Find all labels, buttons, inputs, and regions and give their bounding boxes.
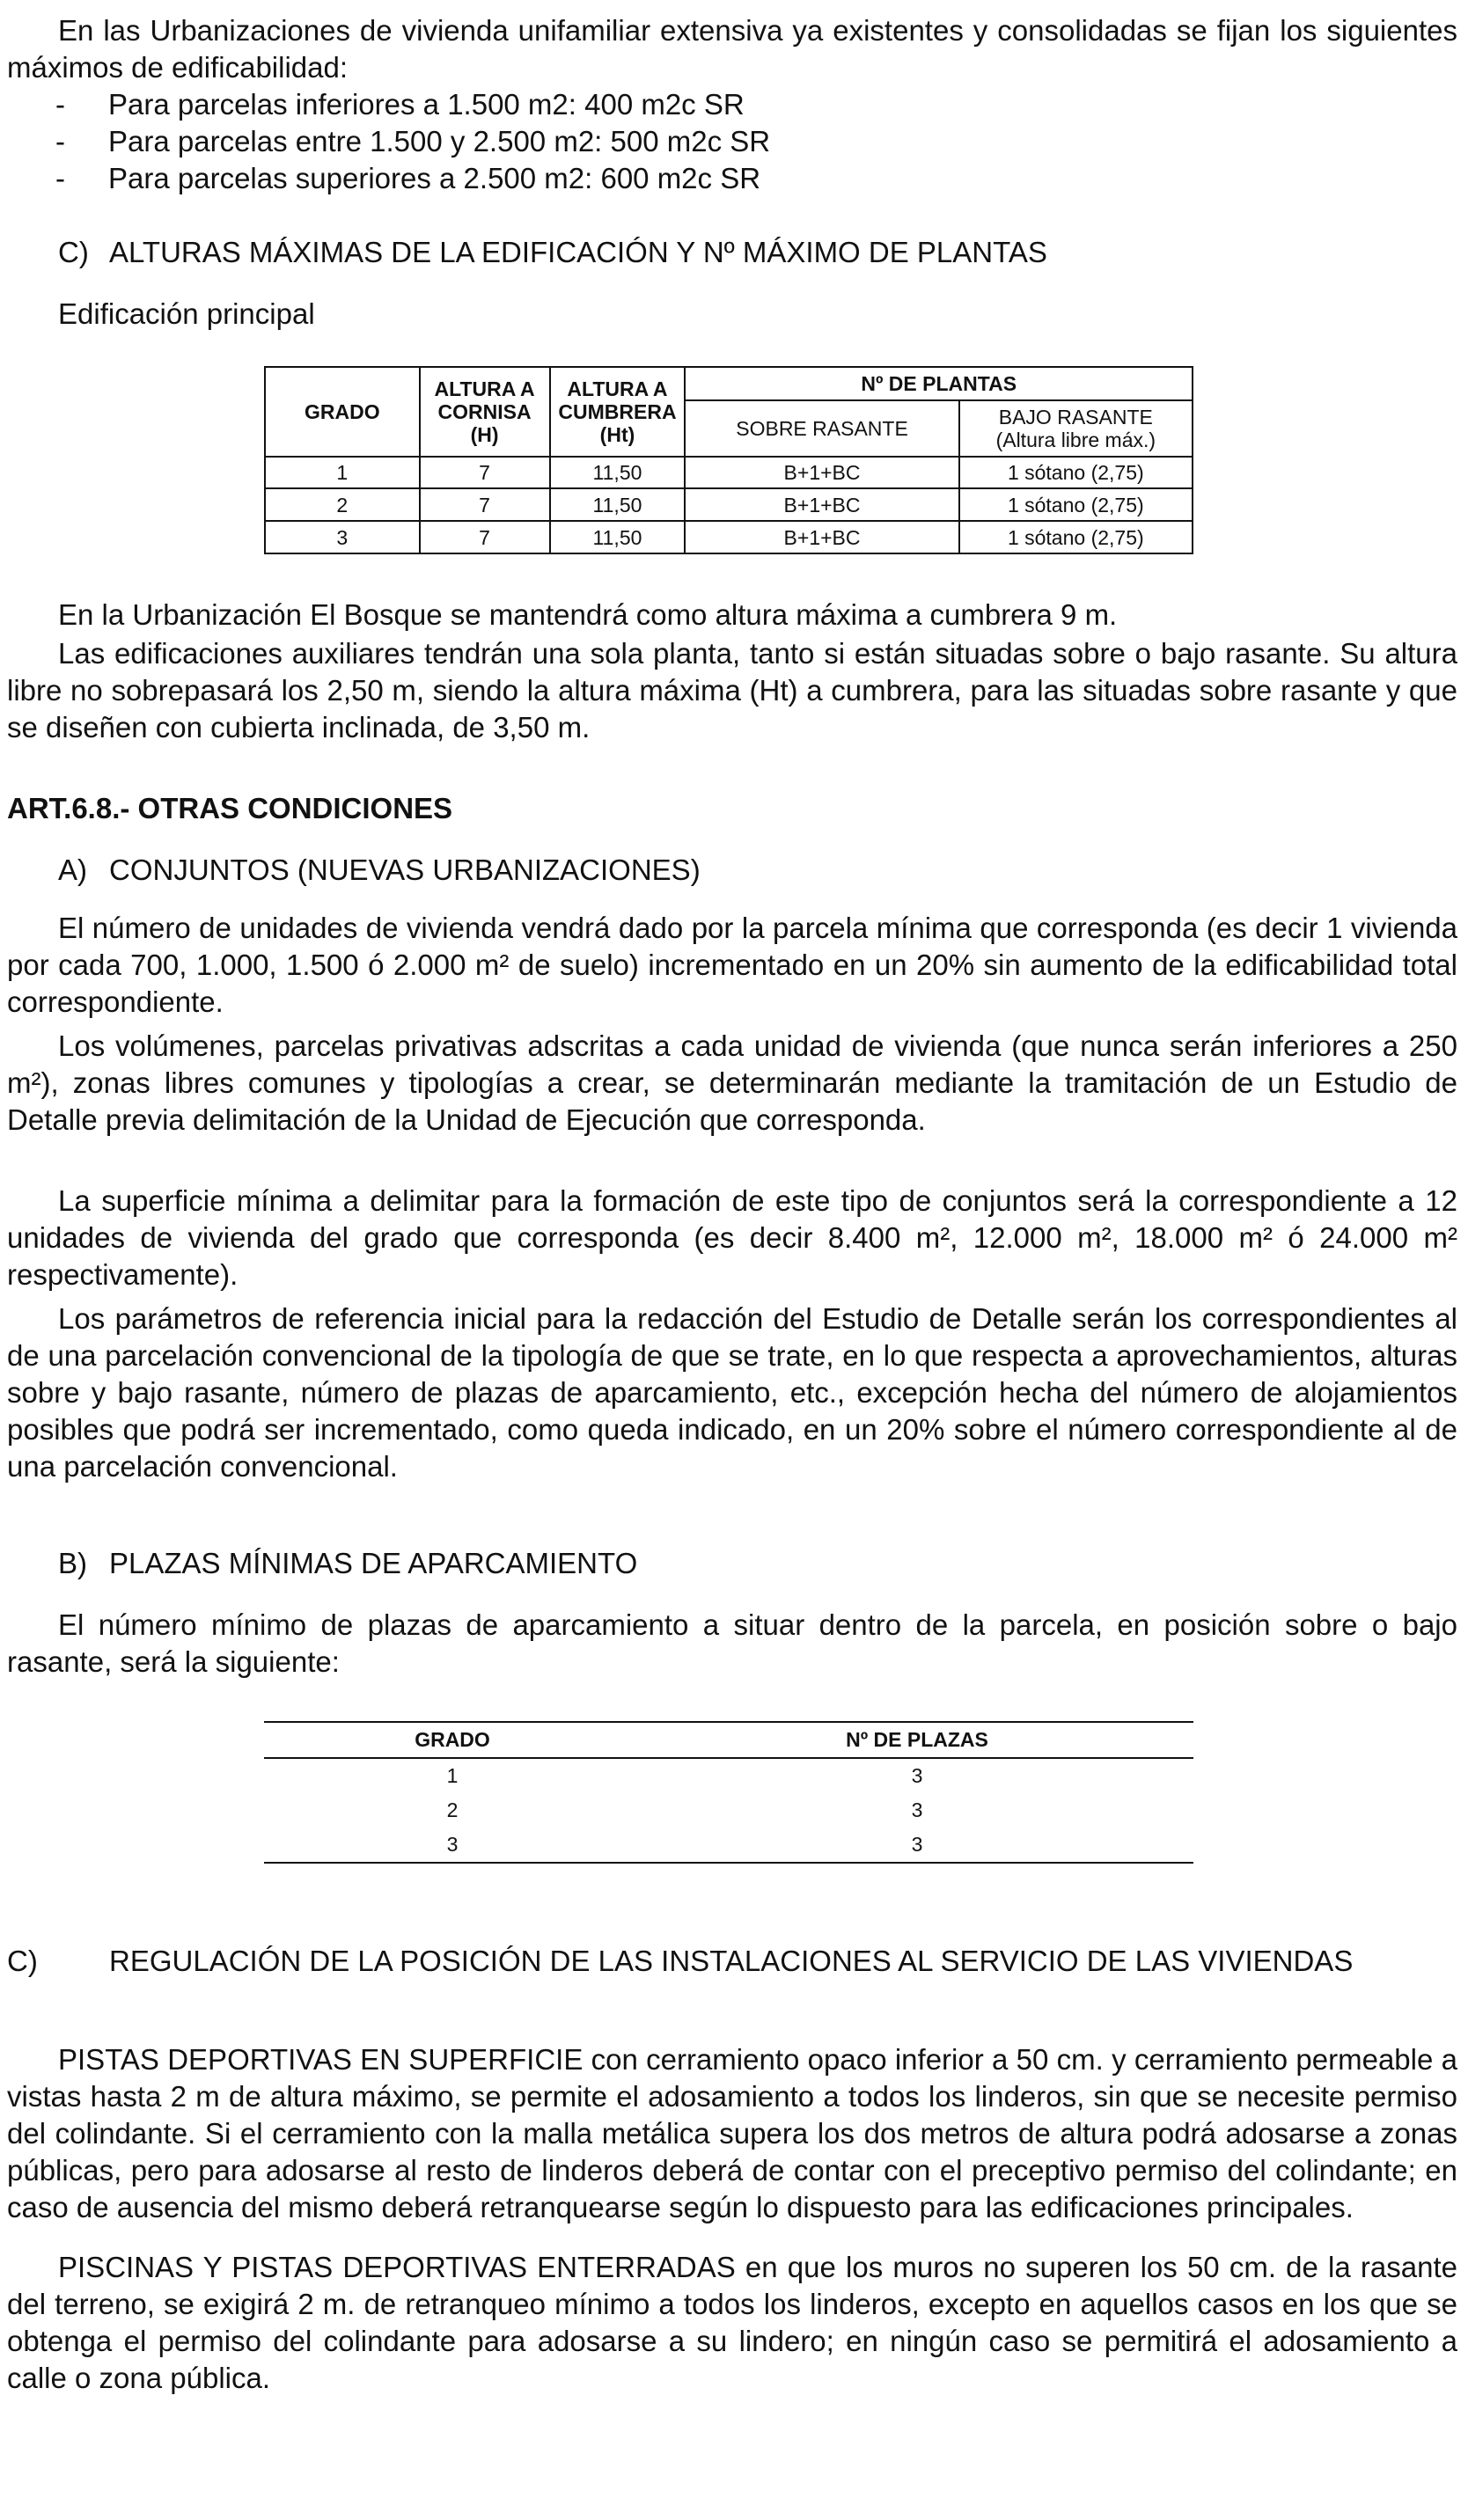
header-sobre-rasante: SOBRE RASANTE: [685, 400, 958, 457]
table-row: 1 7 11,50 B+1+BC 1 sótano (2,75): [265, 457, 1193, 488]
edificability-list: [7, 86, 1457, 197]
section-heading-heights: C) ALTURAS MÁXIMAS DE LA EDIFICACIÓN Y Nº MÁXIMO DE PLANTAS: [58, 236, 1047, 268]
bullet-dash: -: [55, 162, 65, 194]
bullet-dash: -: [55, 88, 65, 121]
heights-table: [264, 366, 1193, 554]
header-plazas: Nº DE PLAZAS: [641, 1722, 1193, 1758]
section-heading-parking: B) PLAZAS MÍNIMAS DE APARCAMIENTO: [58, 1547, 638, 1579]
table-row: 3 7 11,50 B+1+BC 1 sótano (2,75): [265, 521, 1193, 553]
intro-paragraph: En las Urbanizaciones de vivienda unifamiliar extensiva ya existentes y consolidadas se fijan los siguientes máximos de edificabilidad:: [7, 14, 1457, 84]
list-item: - Para parcelas superiores a 2.500 m2: 600 m2c SR: [7, 160, 1457, 197]
conjuntos-paragraph-1: El número de unidades de vivienda vendrá dado por la parcela mínima que corresponda (es decir 1 vivienda por cada 700, 1.000, 1.500 ó 2.000 m² de suelo) incrementado en un 20% sin aumento de la edificabilidad total correspondiente.: [7, 912, 1457, 1018]
header-cumbrera: ALTURA A CUMBRERA (Ht): [550, 367, 686, 457]
table-row: 2 7 11,50 B+1+BC 1 sótano (2,75): [265, 488, 1193, 521]
bullet-dash: -: [55, 125, 65, 158]
subtitle-main-building: Edificación principal: [58, 297, 315, 330]
article-title: ART.6.8.- OTRAS CONDICIONES: [7, 792, 453, 824]
list-item: - Para parcelas inferiores a 1.500 m2: 400 m2c SR: [7, 86, 1457, 123]
pools-paragraph: PISCINAS Y PISTAS DEPORTIVAS ENTERRADAS en que los muros no superen los 50 cm. de la rasante del terreno, se exigirá 2 m. de retranqueo mínimo a todos los linderos, excepto en aquellos casos en los que se obtenga el permiso del colindante para adosarse a su lindero; en ningún caso se permitirá el adosamiento a calle o zona pública.: [7, 2251, 1457, 2394]
header-grado: GRADO: [264, 1722, 641, 1758]
header-cornisa: ALTURA A CORNISA (H): [420, 367, 550, 457]
conjuntos-paragraph-3: La superficie mínima a delimitar para la formación de este tipo de conjuntos será la correspondiente a 12 unidades de vivienda del grado que corresponda (es decir 8.400 m², 12.000 m², 18.000 m² ó 24.000 m² respectivamente).: [7, 1184, 1457, 1291]
header-grado: GRADO: [265, 367, 420, 457]
conjuntos-paragraph-2: Los volúmenes, parcelas privativas adscritas a cada unidad de vivienda (que nunca serán inferiores a 250 m²), zonas libres comunes y tipologías a crear, se determinarán mediante la tramitación de un Estudio de Detalle previa delimitación de la Unidad de Ejecución que corresponda.: [7, 1029, 1457, 1136]
conjuntos-paragraph-4: Los parámetros de referencia inicial para la redacción del Estudio de Detalle serán los correspondientes al de una parcelación convencional de la tipología de que se trate, en lo que respecta a aprovechamientos, alturas sobre y bajo rasante, número de plazas de aparcamiento, etc., excepción hecha del número de alojamientos posibles que podrá ser incrementado, como queda indicado, en un 20% sobre el número correspondiente al de una parcelación convencional.: [7, 1302, 1457, 1483]
header-plantas: Nº DE PLANTAS: [685, 367, 1193, 400]
parking-paragraph: El número mínimo de plazas de aparcamiento a situar dentro de la parcela, en posición sobre o bajo rasante, será la siguiente:: [7, 1608, 1457, 1678]
bosque-note: En la Urbanización El Bosque se mantendrá como altura máxima a cumbrera 9 m.: [58, 598, 1118, 631]
list-item: - Para parcelas entre 1.500 y 2.500 m2: 500 m2c SR: [7, 123, 1457, 160]
auxiliary-buildings-note: Las edificaciones auxiliares tendrán una sola planta, tanto si están situadas sobre o bajo rasante. Su altura libre no sobrepasará los 2,50 m, siendo la altura máxima (Ht) a cumbrera, para las situadas sobre rasante y que se diseñen con cubierta inclinada, de 3,50 m.: [7, 637, 1457, 744]
table-row: 2 3: [446, 1798, 923, 1821]
section-heading-conjuntos: A) CONJUNTOS (NUEVAS URBANIZACIONES): [58, 853, 701, 886]
table-row: 1 3: [446, 1764, 923, 1787]
section-heading-installations: C) REGULACIÓN DE LA POSICIÓN DE LAS INSTALACIONES AL SERVICIO DE LAS VIVIENDAS: [7, 1945, 1354, 1977]
table-row: 3 3: [264, 1828, 1193, 1863]
header-bajo-rasante: BAJO RASANTE (Altura libre máx.): [959, 400, 1193, 457]
parking-table: [264, 1721, 1193, 1864]
sports-courts-paragraph: PISTAS DEPORTIVAS EN SUPERFICIE con cerramiento opaco inferior a 50 cm. y cerramiento permeable a vistas hasta 2 m de altura máximo, se permite el adosamiento a todos los linderos, sin que se necesite permiso del colindante. Si el cerramiento con la malla metálica supera los dos metros de altura podrá adosarse a zonas públicas, pero para adosarse al resto de linderos deberá de contar con el preceptivo permiso del colindante; en caso de ausencia del mismo deberá retranquearse según lo dispuesto para las edificaciones principales.: [7, 2043, 1457, 2223]
